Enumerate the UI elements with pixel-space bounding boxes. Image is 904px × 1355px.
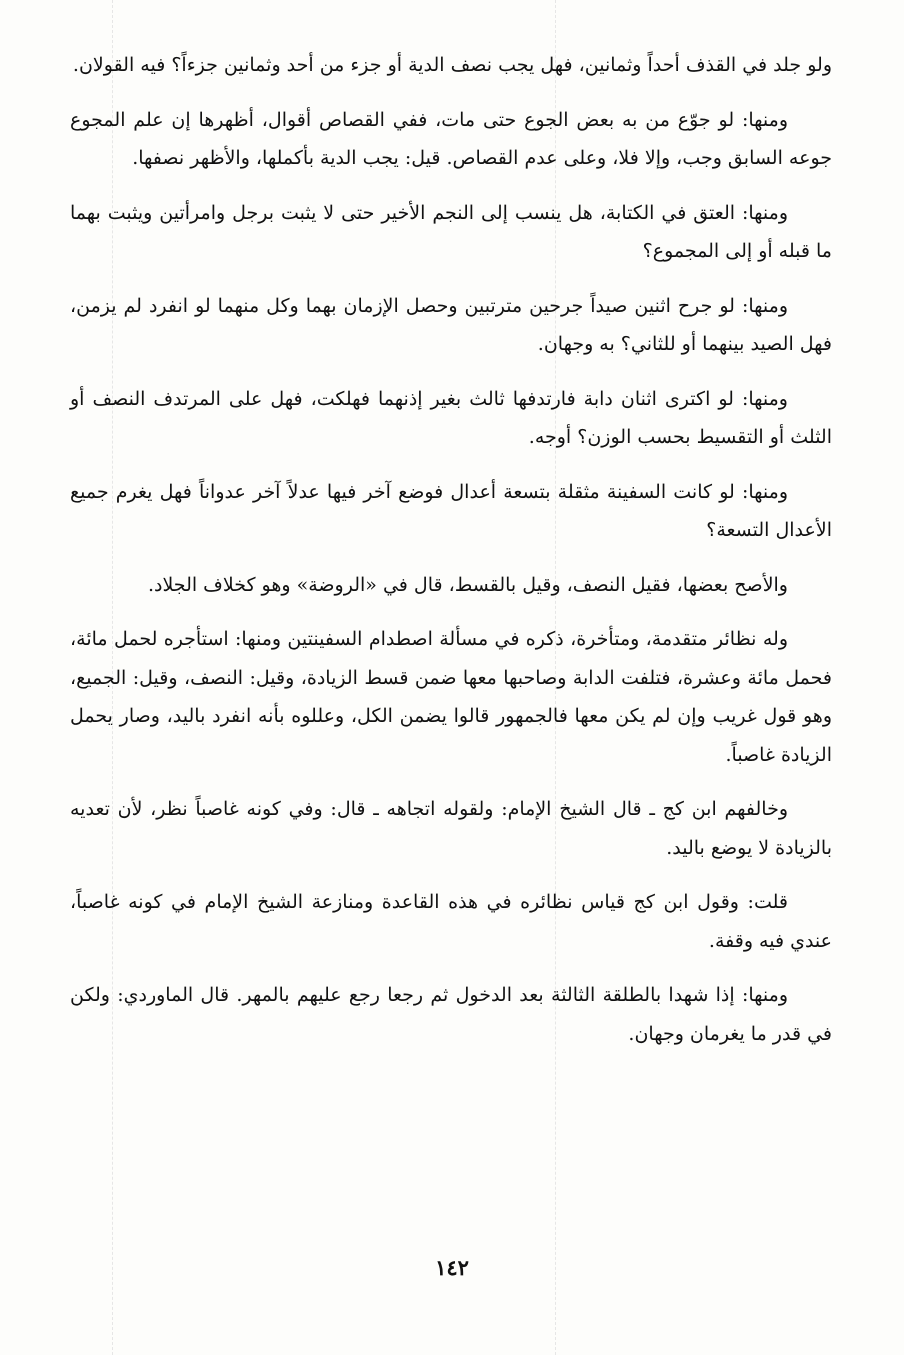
paragraph-author-note: قلت: وقول ابن كج قياس نظائره في هذه القاعدة ومنازعة الشيخ الإمام في كونه غاصباً، عندي فيه وقفة. [70, 891, 832, 952]
paragraph-kitaba: ومنها: العتق في الكتابة، هل ينسب إلى النجم الأخير حتى لا يثبت برجل وامرأتين ويثبت بهما ما قبله أو إلى المجموع؟ [70, 201, 832, 262]
paragraph-analogues: وله نظائر متقدمة، ومتأخرة، ذكره في مسألة اصطدام السفينتين ومنها: استأجره لحمل مائة، فحمل مائة وعشرة، فتلفت الدابة وصاحبها معها ضمن قسط الزيادة، وقيل: النصف، وقيل: الجميع، وهو قول غريب وإن لم يكن معها فالجمهور قالوا يضمن الكل، وعللوه بأنه انفرد باليد، وصار يحمل الزيادة غاصباً. [70, 628, 832, 766]
page-body-text [70, 46, 832, 1069]
paragraph-hunting: ومنها: لو جرح اثنين صيداً جرحين مترتبين وحصل الإزمان بهما وكل منهما لو انفرد لم يزمن، فهل الصيد بينهما أو للثاني؟ به وجهان. [70, 294, 832, 355]
paragraph-ibn-kajj: وخالفهم ابن كج ـ قال الشيخ الإمام: ولقوله اتجاهه ـ قال: وفي كونه غاصباً نظر، لأن تعديه بالزيادة لا يوضع باليد. [70, 798, 832, 859]
paragraph-testimony: ومنها: إذا شهدا بالطلقة الثالثة بعد الدخول ثم رجعا رجع عليهم بالمهر. قال الماوردي: ولكن في قدر ما يغرمان وجهان. [70, 984, 832, 1045]
paragraph-qadhf: ولو جلد في القذف أحداً وثمانين، فهل يجب نصف الدية أو جزء من أحد وثمانين جزءاً؟ فيه القولان. [72, 54, 832, 76]
paragraph-starvation: ومنها: لو جوّع من به بعض الجوع حتى مات، ففي القصاص أقوال، أظهرها إن علم المجوع جوعه السابق وجب، وإلا فلا، وعلى عدم القصاص. قيل: يجب الدية بأكملها، والأظهر نصفها. [70, 108, 832, 169]
paragraph-ship: ومنها: لو كانت السفينة مثقلة بتسعة أعدال فوضع آخر فيها عدلاً آخر عدواناً فهل يغرم جميع الأعدال التسعة؟ [70, 480, 832, 541]
paragraph-riding: ومنها: لو اكترى اثنان دابة فارتدفها ثالث بغير إذنهما فهلكت، فهل على المرتدف النصف أو الثلث أو التقسيط بحسب الوزن؟ أوجه. [70, 387, 832, 448]
page-number: ١٤٢ [435, 1255, 469, 1280]
paragraph-rawda: والأصح بعضها، فقيل النصف، وقيل بالقسط، قال في «الروضة» وهو كخلاف الجلاد. [147, 573, 788, 596]
